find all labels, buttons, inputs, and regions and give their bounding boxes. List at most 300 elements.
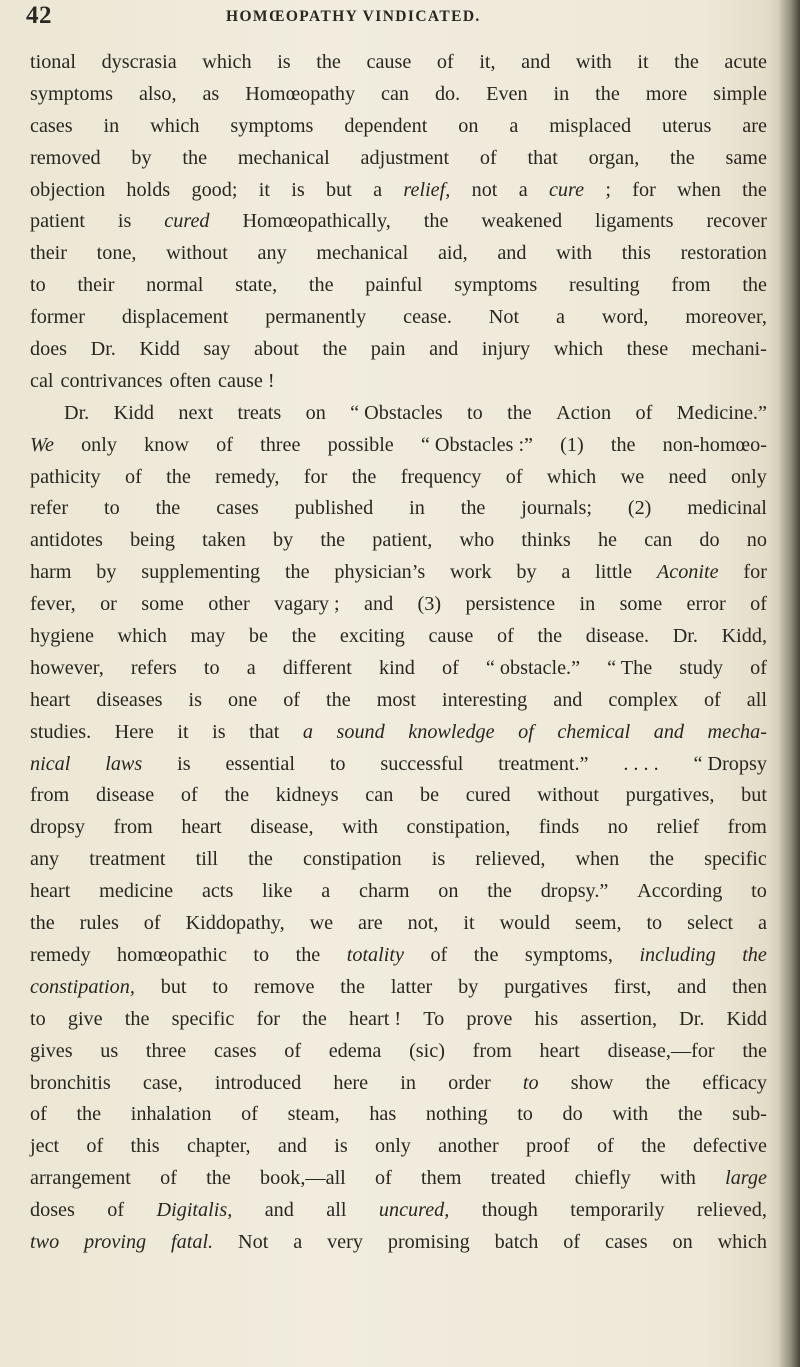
word: next [178,401,214,424]
text-line [30,557,767,589]
word: patient [30,210,85,233]
word: painful [365,274,423,297]
word: the [595,82,620,105]
word: chiefly [574,1167,631,1190]
word: on [305,401,326,424]
word: Homœopathy [245,82,356,105]
word: (1) [560,433,584,456]
word: the [206,1167,231,1190]
word: “ Obstacles :” [420,433,534,456]
running-head: HOMŒOPATHY VINDICATED. [226,8,481,25]
word: recover [706,210,767,233]
word: specific [704,848,767,871]
word: weakened [481,210,563,233]
word: seem, [574,912,622,935]
word: is [117,210,132,233]
word: hygiene [30,625,94,648]
word: but [741,784,767,807]
word: frequency [400,465,482,488]
word: homœopathic [117,943,227,966]
word: of [750,593,767,616]
word: organ, [588,146,640,169]
word: cease. [403,306,452,329]
word: the [155,497,181,520]
word: the [30,912,55,935]
word: as [202,82,220,105]
text-line [30,525,767,557]
word: non-homœo- [662,433,767,456]
word: them [421,1167,462,1190]
word: the [670,146,695,169]
word: published [294,497,374,520]
word: Here [114,720,154,743]
word: dropsy [30,816,85,839]
word: the [248,848,273,871]
word: and [277,1135,307,1158]
word: constipation, [30,975,135,998]
word: Dr. [672,625,698,648]
word: Aconite [656,561,719,584]
word: of [497,625,514,648]
word: show [570,1071,614,1094]
word: tional [30,51,76,73]
word: According [637,880,723,903]
word: is [188,688,203,711]
word: proving [84,1230,147,1253]
word: but [160,975,187,998]
word: physician’s [334,561,426,584]
word: and [264,1199,294,1222]
word: remove [253,975,315,998]
word: of [430,943,448,966]
word: with [612,1103,649,1126]
word: cured [164,210,210,233]
text-line [30,143,767,175]
word: we [309,912,334,935]
word: arrangement [30,1167,131,1190]
word: (sic) [409,1039,445,1062]
word: with [660,1167,696,1190]
text-line [30,876,767,908]
word: persistence [465,593,556,616]
word: inhalation [130,1103,212,1126]
word: on [672,1230,693,1253]
word: and [429,338,459,361]
text-line [30,1004,767,1036]
word: Dr. [679,1007,705,1030]
word: refers [130,656,177,679]
word: the [487,880,512,903]
word: error [686,593,726,616]
word: disease [95,784,155,807]
word: efficacy [702,1071,767,1094]
word: for [256,1007,281,1030]
word: is [177,752,191,775]
word: simple [713,82,767,105]
word: cases [216,497,259,520]
word: without [166,242,228,265]
word: is [277,51,291,73]
word: good; [191,178,238,201]
text-line [30,972,767,1004]
word: select [687,912,734,935]
word: study [679,656,724,679]
word: Not [488,306,520,329]
word: with [342,816,378,839]
word: and [553,688,583,711]
word: to [329,752,346,775]
text-line [30,749,767,781]
word: uterus [662,114,712,137]
word: displacement [121,306,229,329]
word: cases [30,114,73,137]
word: of [505,465,523,488]
word: a [302,720,313,743]
word: of [479,146,497,169]
word: proof [525,1135,570,1158]
word: doses [30,1199,75,1222]
text-line [30,653,767,685]
word: and [677,975,707,998]
word: totality [346,943,404,966]
word: prove [466,1007,513,1030]
body-text [30,47,767,1259]
word: the [308,274,334,297]
word: To [423,1007,445,1030]
word: successful [380,752,464,775]
word: the [641,1135,666,1158]
word: but [326,178,352,201]
word: say [203,338,231,361]
word: restoration [680,242,767,265]
word: the [460,497,486,520]
word: often [169,369,212,392]
word: a [518,178,528,201]
word: here [333,1071,369,1094]
word: cured [465,784,511,807]
word: and [653,720,685,743]
word: this [130,1135,160,1158]
word: ject [30,1135,60,1158]
word: temporarily [570,1199,665,1222]
word: of [160,1167,177,1190]
text-line [30,493,767,525]
text-line [30,589,767,621]
word: to [30,274,46,297]
word: to [467,401,483,424]
word: and [521,51,551,73]
word: to [203,656,220,679]
word: Kidd [726,1007,767,1030]
text-line [30,462,767,494]
word: disease, [250,816,314,839]
word: the [76,1103,102,1126]
word: remedy, [215,465,280,488]
word: patient, [372,529,433,552]
word: of [30,1103,47,1126]
word: resulting [568,274,640,297]
word: pathicity [30,465,101,488]
word: relief, [403,178,451,201]
word: then [732,975,767,998]
word: heart [539,1039,580,1062]
word: till [195,848,219,871]
word: treats [237,401,282,424]
word: need [668,465,707,488]
word: the [166,465,191,488]
word: cal [30,369,54,392]
word: edema [328,1039,382,1062]
word: a [561,561,571,584]
word: to [646,912,663,935]
word: or [100,593,117,616]
word: nothing [425,1103,488,1126]
word: and [364,593,394,616]
word: steam, [287,1103,340,1126]
word: promising [387,1230,470,1253]
word: be [420,784,440,807]
word: the [182,146,208,169]
word: a [293,1230,303,1253]
word: the [674,51,699,73]
word: in [579,593,596,616]
text-line [30,334,767,366]
word: treatment.” [498,752,589,775]
word: purgatives [504,975,588,998]
word: only [81,433,117,456]
word: aid, [437,242,468,265]
word: a [246,656,256,679]
word: relief [656,816,700,839]
word: latter [390,975,433,998]
word: any [257,242,287,265]
word: Dr. [90,338,116,361]
word: the [124,1007,150,1030]
word: by [273,529,294,552]
text-line [30,621,767,653]
word: of [241,1103,258,1126]
word: be [248,625,268,648]
text-line [30,685,767,717]
word: is [431,848,446,871]
word: his [534,1007,559,1030]
word: their [77,274,115,297]
word: ligaments [595,210,674,233]
word: like [262,880,293,903]
word: no [746,529,767,552]
word: charm [358,880,410,903]
word: to [212,975,229,998]
word: the [351,465,377,488]
word: of [436,51,454,73]
word: of [703,688,721,711]
word: chapter, [186,1135,251,1158]
word: the [224,784,250,807]
word: refer [30,497,69,520]
word: of [107,1199,125,1222]
word: acts [201,880,234,903]
word: in [553,82,570,105]
word: can [381,82,410,105]
word: We [30,433,54,456]
word: Kidd [113,401,154,424]
word: possible [327,433,394,456]
word: the [645,1071,671,1094]
word: all [746,688,767,711]
word: to [104,497,120,520]
word: symptoms [454,274,538,297]
word: which [553,338,604,361]
word: Kidd [139,338,180,361]
word: purgatives, [625,784,715,807]
word: to [30,1007,46,1030]
word: which [717,1230,767,1253]
word: ; [605,178,611,201]
word: dyscrasia [101,51,177,73]
word: gives [30,1039,73,1062]
word: we [620,465,645,488]
word: sound [336,720,385,743]
word: mechanical [316,242,409,265]
word: misplaced [549,114,632,137]
page-spine-shadow [778,0,800,1367]
word: cases [605,1230,648,1253]
word: is [334,1135,348,1158]
word: remedy [30,943,91,966]
word: dropsy.” [540,880,609,903]
word: cases [213,1039,257,1062]
text-line [30,717,767,749]
text-line [30,1227,767,1259]
word: may [190,625,226,648]
word: kidneys [275,784,339,807]
word: uncured, [378,1199,450,1222]
word: knowledge [408,720,495,743]
word: Even [486,82,528,105]
word: of [86,1135,104,1158]
word: batch [494,1230,539,1253]
word: he [597,529,618,552]
word: that [249,720,280,743]
word: for [303,465,328,488]
word: essential [225,752,295,775]
word: laws [105,752,143,775]
word: supplementing [141,561,261,584]
word: mecha- [707,720,767,743]
word: rules [79,912,119,935]
word: when [677,178,721,201]
word: on [438,880,459,903]
word: most [376,688,416,711]
word: Not [238,1230,269,1253]
text-line [30,908,767,940]
page-header [26,2,766,38]
word: cure [548,178,585,201]
word: who [459,529,495,552]
word: has [369,1103,397,1126]
text-line [30,47,767,79]
word: very [327,1230,363,1253]
word: symptoms [230,114,314,137]
word: some [619,593,663,616]
word: sub- [732,1103,767,1126]
word: on [458,114,479,137]
word: little [595,561,633,584]
word: fatal. [171,1230,214,1253]
word: all [326,1199,347,1222]
word: it [463,912,475,935]
word: three [145,1039,187,1062]
word: thinks [521,529,571,552]
word: a [373,178,383,201]
text-line [30,111,767,143]
word: not, [407,912,439,935]
text-line [30,79,767,111]
word: from [472,1039,512,1062]
word: know [144,433,189,456]
text-line [30,1195,767,1227]
word: finds [538,816,580,839]
word: are [358,912,383,935]
word: heart [181,816,222,839]
word: by [96,561,117,584]
word: “ The [607,656,653,679]
word: heart ! [348,1007,402,1030]
word: treated [490,1167,546,1190]
word: case, [142,1071,183,1094]
text-line [30,1068,767,1100]
word: the [507,401,532,424]
word: constipation [302,848,402,871]
word: three [260,433,301,456]
word: that [527,146,558,169]
word: the [340,975,365,998]
word: disease,—for [607,1039,715,1062]
word: the [537,625,563,648]
word: which [150,114,200,137]
word: to [522,1071,539,1094]
word: Dr. [64,401,90,424]
word: the [326,688,351,711]
word: though [481,1199,538,1222]
word: for [743,561,767,584]
word: large [725,1167,767,1190]
text-line [30,940,767,972]
word: which [202,51,252,73]
word: contrivances [60,369,163,392]
word: can [365,784,394,807]
word: diseases [96,688,163,711]
word: the [316,51,341,73]
word: of [518,720,534,743]
word: . . . . [623,752,659,775]
text-line [30,398,767,430]
word: of [635,401,653,424]
word: work [450,561,492,584]
text-line [30,1163,767,1195]
word: are [742,114,767,137]
word: including [639,943,716,966]
text-line [30,270,767,302]
word: more [645,82,688,105]
word: this [621,242,651,265]
word: medicine [99,880,174,903]
word: the [742,1039,767,1062]
word: kind [378,656,415,679]
word: no [607,816,628,839]
text-line [30,812,767,844]
word: also, [138,82,177,105]
